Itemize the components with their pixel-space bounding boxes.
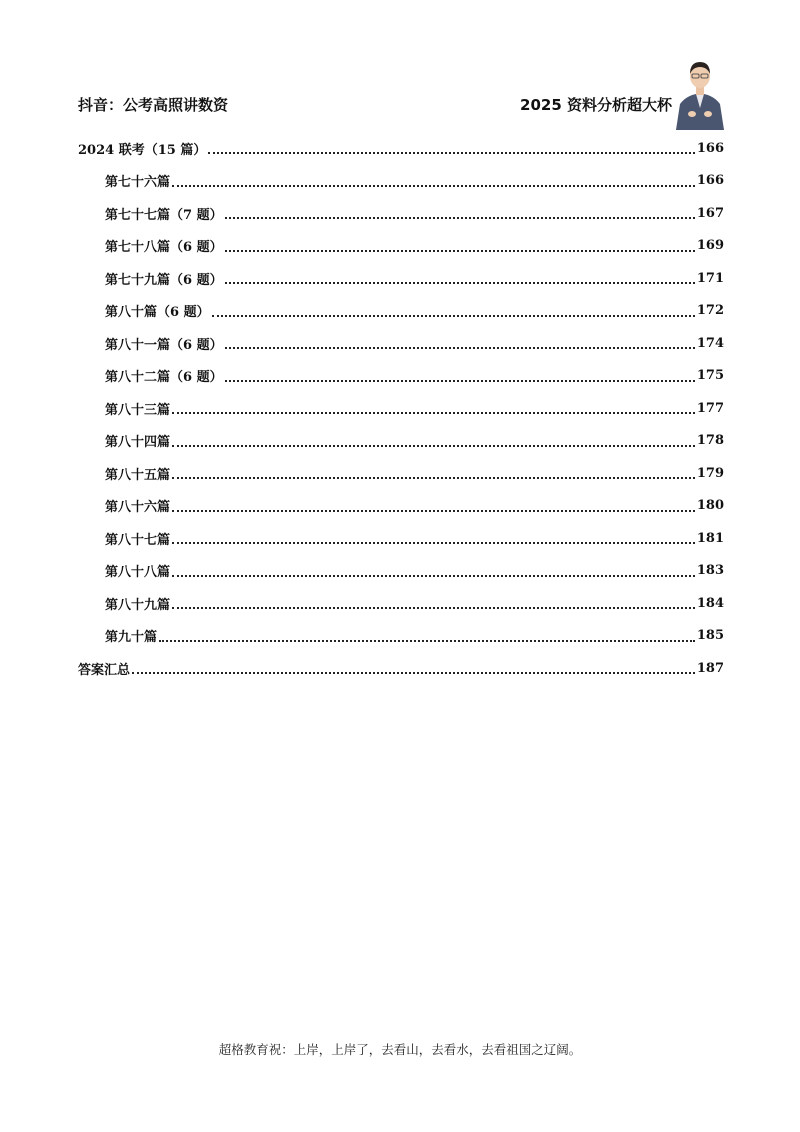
toc-entry-label: 第八十四篇 bbox=[105, 435, 171, 451]
toc-entry[interactable] bbox=[78, 522, 724, 555]
toc-entry[interactable] bbox=[78, 295, 724, 328]
toc-entry-label: 第八十九篇 bbox=[105, 597, 171, 613]
table-of-contents bbox=[78, 132, 724, 685]
toc-entry-label: 第八十五篇 bbox=[105, 467, 171, 483]
toc-entry-page: 167 bbox=[696, 205, 724, 221]
toc-entry-label: 第八十六篇 bbox=[105, 500, 171, 516]
toc-dot-leader bbox=[225, 347, 695, 349]
toc-entry-page: 175 bbox=[696, 368, 724, 384]
toc-entry[interactable] bbox=[78, 197, 724, 230]
toc-entry[interactable] bbox=[78, 555, 724, 588]
toc-dot-leader bbox=[172, 477, 695, 479]
page-footer: 超格教育祝：上岸，上岸了，去看山，去看水，去看祖国之辽阔。 bbox=[218, 1042, 582, 1057]
toc-entry-page: 183 bbox=[696, 563, 724, 579]
toc-dot-leader bbox=[225, 250, 695, 252]
toc-entry-page: 166 bbox=[696, 173, 724, 189]
toc-dot-leader bbox=[172, 575, 695, 577]
toc-dot-leader bbox=[172, 445, 695, 447]
toc-dot-leader bbox=[172, 542, 695, 544]
toc-entry-page: 187 bbox=[696, 660, 724, 676]
page-header bbox=[78, 52, 728, 132]
toc-entry-label: 第八十一篇（6 题） bbox=[105, 337, 223, 353]
toc-entry[interactable] bbox=[78, 490, 724, 523]
toc-entry-label: 第八十篇（6 题） bbox=[105, 305, 210, 321]
toc-dot-leader bbox=[225, 380, 695, 382]
toc-dot-leader bbox=[172, 510, 695, 512]
toc-entry-page: 185 bbox=[696, 628, 724, 644]
toc-entry-label: 第九十篇 bbox=[105, 630, 158, 646]
toc-entry-page: 174 bbox=[696, 335, 724, 351]
toc-entry-page: 169 bbox=[696, 238, 724, 254]
toc-entry-page: 184 bbox=[696, 595, 724, 611]
toc-entry[interactable] bbox=[78, 587, 724, 620]
toc-entry-page: 180 bbox=[696, 498, 724, 514]
toc-entry[interactable] bbox=[78, 262, 724, 295]
toc-dot-leader bbox=[132, 672, 695, 674]
toc-entry[interactable] bbox=[78, 652, 724, 685]
toc-entry-page: 178 bbox=[696, 433, 724, 449]
toc-entry[interactable] bbox=[78, 132, 724, 165]
toc-entry-label: 第八十八篇 bbox=[105, 565, 171, 581]
toc-entry-page: 166 bbox=[696, 140, 724, 156]
toc-entry-label: 第八十三篇 bbox=[105, 402, 171, 418]
toc-entry-label: 第八十二篇（6 题） bbox=[105, 370, 223, 386]
toc-entry-page: 179 bbox=[696, 465, 724, 481]
toc-entry[interactable] bbox=[78, 165, 724, 198]
toc-entry[interactable] bbox=[78, 327, 724, 360]
toc-entry[interactable] bbox=[78, 360, 724, 393]
toc-entry-label: 第八十七篇 bbox=[105, 532, 171, 548]
toc-entry-label: 第七十六篇 bbox=[105, 175, 171, 191]
toc-entry-page: 177 bbox=[696, 400, 724, 416]
toc-dot-leader bbox=[172, 185, 695, 187]
toc-entry-label: 2024 联考（15 篇） bbox=[78, 142, 207, 158]
header-right-text: 2025 资料分析超大杯 bbox=[520, 96, 672, 114]
toc-entry[interactable] bbox=[78, 620, 724, 653]
toc-entry-page: 181 bbox=[696, 530, 724, 546]
toc-entry[interactable] bbox=[78, 230, 724, 263]
toc-entry[interactable] bbox=[78, 425, 724, 458]
toc-entry-label: 第七十八篇（6 题） bbox=[105, 240, 223, 256]
toc-entry-label: 第七十九篇（6 题） bbox=[105, 272, 223, 288]
toc-entry-page: 171 bbox=[696, 270, 724, 286]
toc-entry-label: 答案汇总 bbox=[78, 662, 131, 678]
toc-dot-leader bbox=[208, 152, 695, 154]
toc-dot-leader bbox=[172, 412, 695, 414]
toc-entry-page: 172 bbox=[696, 303, 724, 319]
toc-dot-leader bbox=[225, 217, 695, 219]
toc-entry[interactable] bbox=[78, 457, 724, 490]
header-left-text: 抖音：公考高照讲数资 bbox=[78, 96, 229, 114]
toc-dot-leader bbox=[225, 282, 695, 284]
toc-dot-leader bbox=[159, 640, 695, 642]
toc-entry-label: 第七十七篇（7 题） bbox=[105, 207, 223, 223]
presenter-photo bbox=[672, 52, 728, 130]
toc-dot-leader bbox=[172, 607, 695, 609]
toc-entry[interactable] bbox=[78, 392, 724, 425]
toc-dot-leader bbox=[212, 315, 695, 317]
